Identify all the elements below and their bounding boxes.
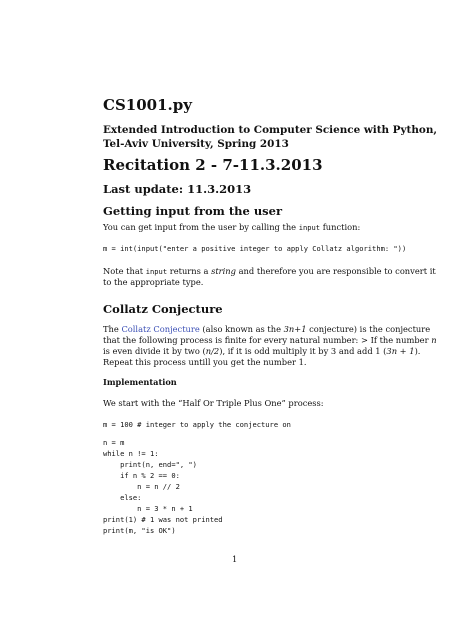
collatz-p3-mid: ), if it is odd multiply it by 3 and add 1 ( bbox=[219, 346, 387, 356]
page-number: 1 bbox=[232, 554, 238, 564]
recitation-title: Recitation 2 - 7-11.3.2013 bbox=[103, 156, 323, 174]
collatz-p2-math: n bbox=[431, 335, 437, 345]
course-title-line-1: Extended Introduction to Computer Science with Python, bbox=[103, 124, 437, 136]
collatz-paragraph-line-2 bbox=[103, 335, 437, 347]
note-code: input bbox=[145, 267, 168, 276]
code-line-3: n = m bbox=[103, 438, 125, 447]
input-note-line-2: to the appropriate type. bbox=[103, 277, 204, 287]
collatz-p1-mid: (also known as the bbox=[199, 324, 284, 334]
collatz-p3-math-1: n/2 bbox=[205, 346, 220, 356]
note-emphasis: string bbox=[211, 266, 236, 276]
collatz-p3-suffix: ). bbox=[414, 346, 421, 356]
input-code-line: m = int(input("enter a positive integer to apply Collatz algorithm: ")) bbox=[103, 244, 407, 253]
implementation-heading: Implementation bbox=[103, 377, 177, 387]
note-mid: returns a bbox=[167, 266, 212, 276]
note-prefix: Note that bbox=[103, 266, 146, 276]
collatz-section-heading: Collatz Conjecture bbox=[103, 302, 223, 316]
collatz-paragraph-line-1 bbox=[103, 324, 430, 336]
collatz-p3-prefix: is even divide it by two ( bbox=[103, 346, 206, 356]
last-update-heading: Last update: 11.3.2013 bbox=[103, 182, 252, 196]
collatz-paragraph-line-4: Repeat this process untill you get the number 1. bbox=[103, 357, 307, 367]
code-line-6: if n % 2 == 0: bbox=[103, 471, 180, 480]
collatz-paragraph-line-3 bbox=[103, 346, 420, 358]
collatz-p1-math: 3n+1 bbox=[283, 324, 307, 334]
input-intro-paragraph bbox=[103, 222, 360, 234]
code-line-9: n = 3 * n + 1 bbox=[103, 504, 193, 513]
collatz-p1-prefix: The bbox=[103, 324, 122, 334]
collatz-p3-math-2: 3n + 1 bbox=[386, 346, 415, 356]
code-line-1: m = 100 # integer to apply the conjecture on bbox=[103, 420, 291, 429]
document-file-title: CS1001.py bbox=[103, 96, 192, 114]
code-line-11: print(m, "is OK") bbox=[103, 526, 176, 535]
input-intro-suffix: function: bbox=[320, 222, 361, 232]
collatz-p1-suffix: conjecture) is the conjecture bbox=[306, 324, 431, 334]
course-title-line-2: Tel-Aviv University, Spring 2013 bbox=[103, 138, 289, 150]
input-section-heading: Getting input from the user bbox=[103, 204, 283, 218]
implementation-intro: We start with the “Half Or Triple Plus One” process: bbox=[103, 398, 324, 408]
code-line-10: print(1) # 1 was not printed bbox=[103, 515, 223, 524]
input-intro-code: input bbox=[298, 223, 321, 232]
input-note-line-1 bbox=[103, 266, 436, 278]
code-line-8: else: bbox=[103, 493, 142, 502]
code-line-4: while n != 1: bbox=[103, 449, 159, 458]
collatz-conjecture-link[interactable]: Collatz Conjecture bbox=[121, 324, 200, 334]
code-line-7: n = n // 2 bbox=[103, 482, 180, 491]
note-suffix: and therefore you are responsible to convert it bbox=[235, 266, 436, 276]
collatz-p2-prefix: that the following process is finite for every natural number: > If the number bbox=[103, 335, 432, 345]
code-line-5: print(n, end=", ") bbox=[103, 460, 197, 469]
input-intro-prefix: You can get input from the user by calling the bbox=[103, 222, 299, 232]
